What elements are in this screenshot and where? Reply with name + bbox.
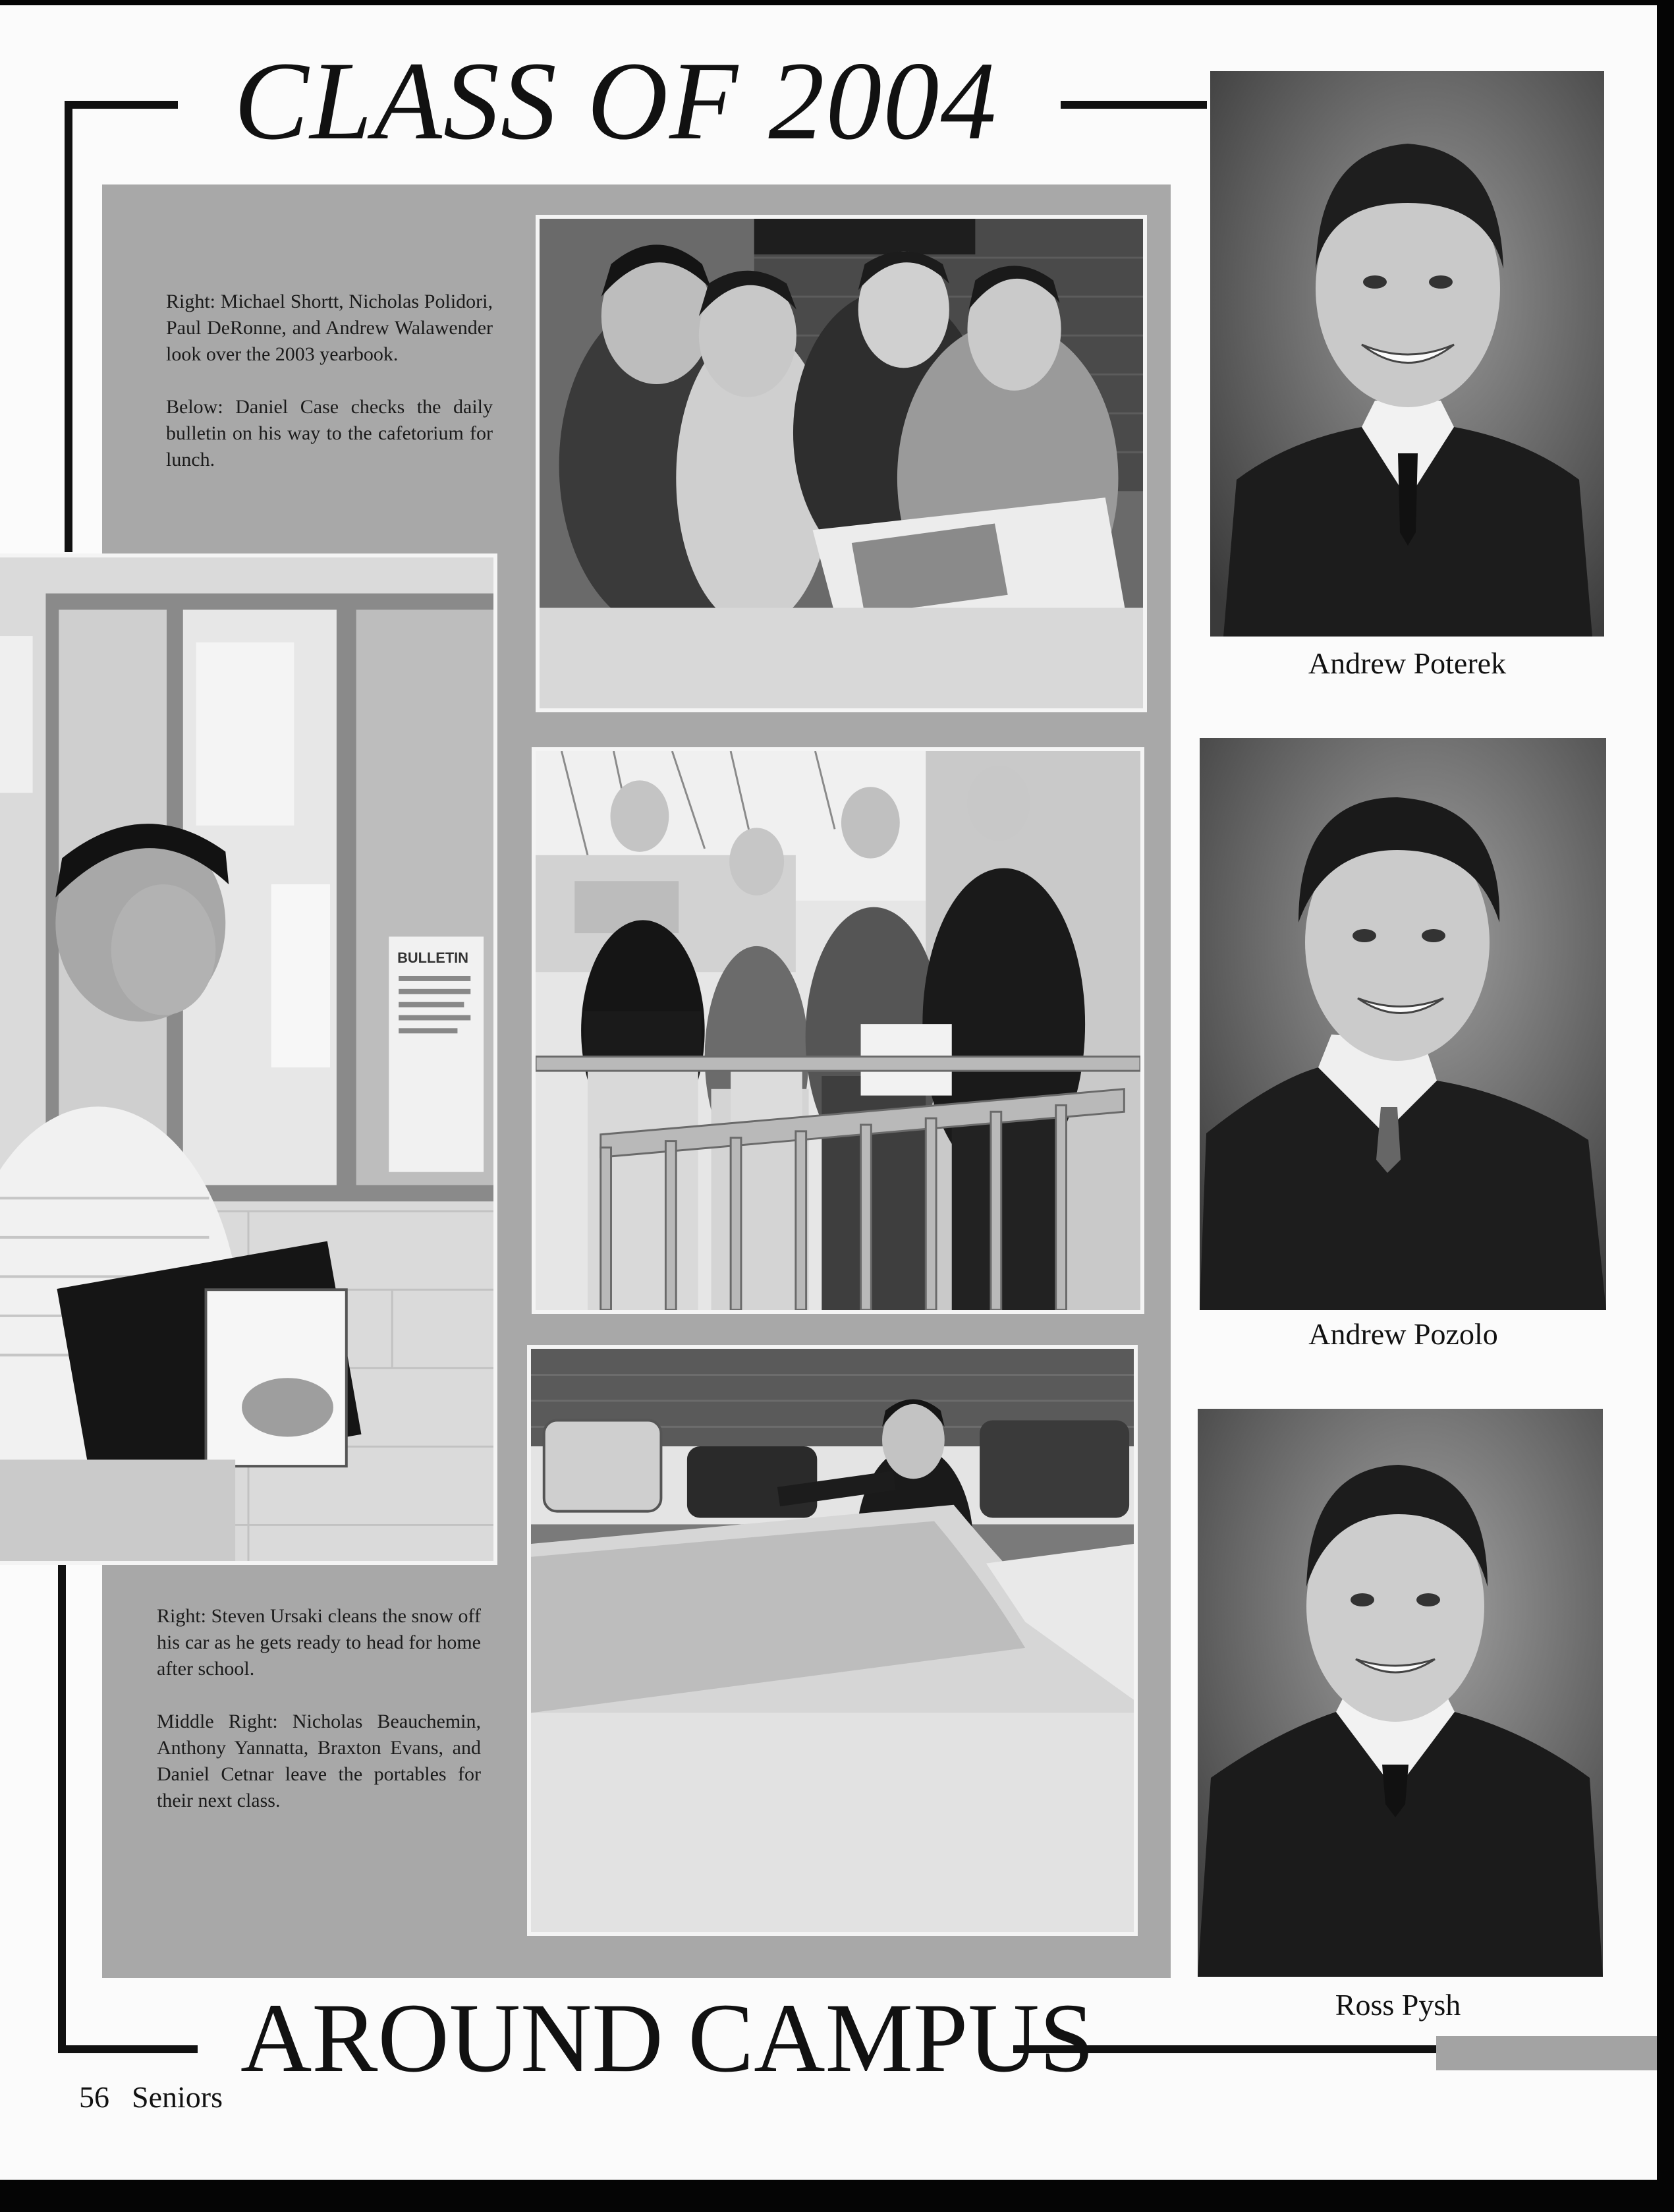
page-folio [79, 2080, 223, 2114]
photo-bulletin-board [0, 553, 497, 1565]
page-title: CLASS OF 2004 [234, 39, 998, 163]
yearbook-page [0, 5, 1657, 2180]
bracket-bottom-horizontal [58, 2045, 198, 2053]
section-name: Seniors [132, 2080, 223, 2114]
photo-snow-car [527, 1345, 1138, 1936]
portrait-name-2: Andrew Pozolo [1308, 1317, 1498, 1351]
caption-snow: Right: Steven Ursaki cleans the snow off his car as he gets ready to head for home after school. [157, 1605, 481, 1680]
page-edge-tab [1436, 2036, 1657, 2070]
section-title: AROUND CAMPUS [240, 1983, 1095, 2093]
photo-portables-group [532, 747, 1144, 1314]
caption-top [166, 289, 493, 499]
bracket-top-horizontal [65, 101, 178, 109]
bracket-left-vertical-top [65, 101, 72, 552]
portrait-name-3: Ross Pysh [1335, 1988, 1461, 2022]
photo-yearbook-group [536, 215, 1147, 712]
portrait-photo-1 [1210, 71, 1604, 637]
bracket-left-vertical-bottom [58, 1560, 66, 2053]
page-number: 56 [79, 2080, 109, 2114]
bulletin-sign-text: BULLETIN [397, 950, 469, 967]
caption-bottom [157, 1603, 481, 1840]
title-rule-right [1061, 101, 1207, 109]
portrait-photo-2 [1200, 738, 1606, 1310]
caption-portables: Middle Right: Nicholas Beauchemin, Anthony Yannatta, Braxton Evans, and Daniel Cetnar leave the portables for their next class. [157, 1711, 481, 1811]
caption-bulletin: Below: Daniel Case checks the daily bulletin on his way to the cafetorium for lunch. [166, 396, 493, 470]
caption-yearbook: Right: Michael Shortt, Nicholas Polidori, Paul DeRonne, and Andrew Walawender look over the 2003 yearbook. [166, 291, 493, 365]
portrait-name-1: Andrew Poterek [1308, 646, 1507, 680]
portrait-photo-3 [1198, 1409, 1603, 1977]
